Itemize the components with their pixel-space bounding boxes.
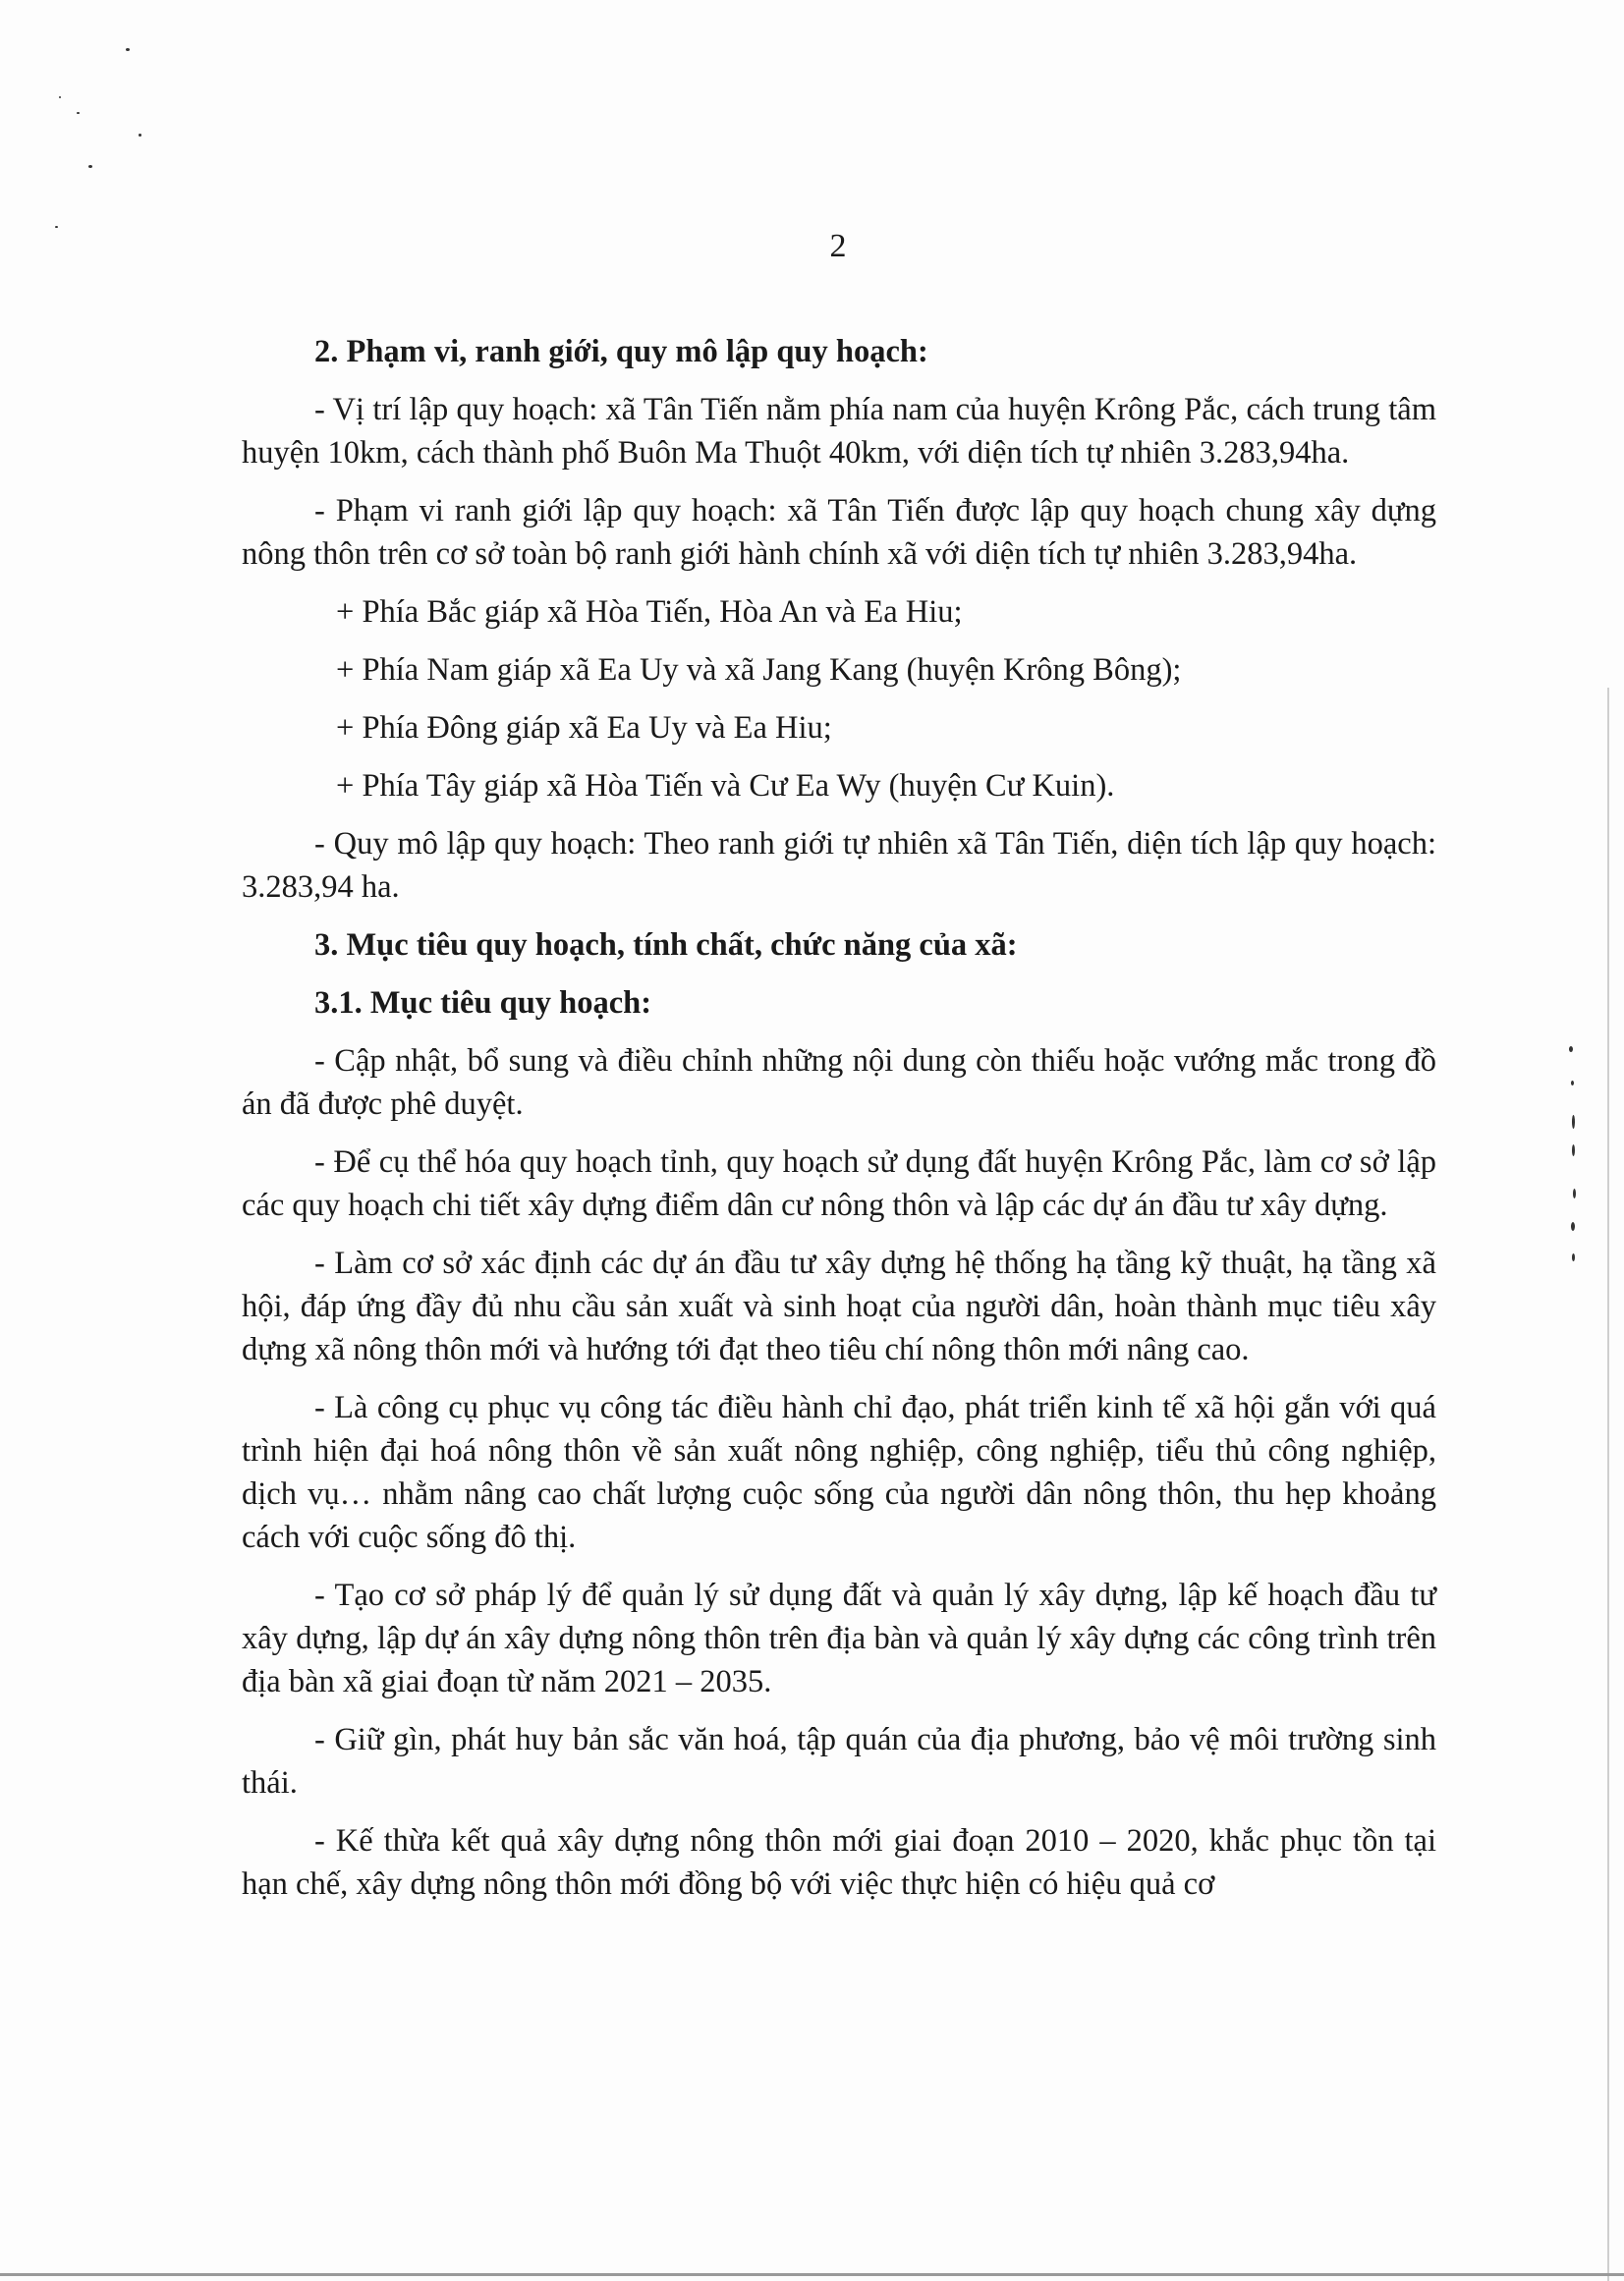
paragraph-objective-2: - Để cụ thể hóa quy hoạch tỉnh, quy hoạch sử dụng đất huyện Krông Pắc, làm cơ sở lập các quy hoạch chi tiết xây dựng điểm dân cư nông thôn và lập các dự án đầu tư xây dựng. [242, 1144, 1436, 1223]
paragraph-objective-7: - Kế thừa kết quả xây dựng nông thôn mới giai đoạn 2010 – 2020, khắc phục tồn tại hạn chế, xây dựng nông thôn mới đồng bộ với việc thực hiện có hiệu quả cơ [242, 1823, 1436, 1902]
scan-speck [1572, 1115, 1575, 1129]
subsection-heading-objectives: 3.1. Mục tiêu quy hoạch: [314, 985, 652, 1021]
paragraph-objective-3: - Làm cơ sở xác định các dự án đầu tư xây dựng hệ thống hạ tầng kỹ thuật, hạ tầng xã hội, đáp ứng đầy đủ nhu cầu sản xuất và sinh hoạt của người dân, hoàn thành mục tiêu xây dựng xã nông thôn mới và hướng tới đạt theo tiêu chí nông thôn mới nâng cao. [242, 1246, 1436, 1367]
paragraph-boundary: - Phạm vi ranh giới lập quy hoạch: xã Tân Tiến được lập quy hoạch chung xây dựng nông thôn trên cơ sở toàn bộ ranh giới hành chính xã với diện tích tự nhiên 3.283,94ha. [242, 493, 1436, 572]
scan-speck [59, 96, 61, 98]
scan-speck [1571, 1081, 1574, 1085]
list-item-east: + Phía Đông giáp xã Ea Uy và Ea Hiu; [336, 710, 832, 746]
scan-speck [1571, 1222, 1575, 1231]
paragraph-location: - Vị trí lập quy hoạch: xã Tân Tiến nằm phía nam của huyện Krông Pắc, cách trung tâm huyện 10km, cách thành phố Buôn Ma Thuột 40km, với diện tích tự nhiên 3.283,94ha. [242, 392, 1436, 471]
paragraph-objective-5: - Tạo cơ sở pháp lý để quản lý sử dụng đất và quản lý xây dựng, lập kế hoạch đầu tư xây dựng, lập dự án xây dựng nông thôn trên địa bàn và quản lý xây dựng các công trình trên địa bàn xã giai đoạn từ năm 2021 – 2035. [242, 1578, 1436, 1699]
scan-edge-bottom [0, 2273, 1624, 2276]
paragraph-objective-4: - Là công cụ phục vụ công tác điều hành chỉ đạo, phát triển kinh tế xã hội gắn với quá trình hiện đại hoá nông thôn về sản xuất nông nghiệp, công nghiệp, tiểu thủ công nghiệp, dịch vụ… nhằm nâng cao chất lượng cuộc sống của người dân nông thôn, thu hẹp khoảng cách với cuộc sống đô thị. [242, 1390, 1436, 1555]
scan-edge-right [1607, 688, 1609, 2281]
scan-speck [88, 165, 92, 168]
scan-speck [126, 48, 130, 51]
page-number: 2 [829, 228, 847, 264]
paragraph-scale: - Quy mô lập quy hoạch: Theo ranh giới tự nhiên xã Tân Tiến, diện tích lập quy hoạch: 3.283,94 ha. [242, 826, 1436, 905]
paragraph-objective-1: - Cập nhật, bổ sung và điều chỉnh những nội dung còn thiếu hoặc vướng mắc trong đồ án đã được phê duyệt. [242, 1043, 1436, 1122]
scan-speck [1569, 1046, 1573, 1052]
scan-speck [139, 134, 141, 137]
list-item-west: + Phía Tây giáp xã Hòa Tiến và Cư Ea Wy (huyện Cư Kuin). [336, 768, 1115, 804]
scan-speck [1573, 1189, 1576, 1198]
scan-speck [1572, 1253, 1575, 1261]
list-item-south: + Phía Nam giáp xã Ea Uy và xã Jang Kang (huyện Krông Bông); [336, 652, 1182, 688]
section-heading-objectives: 3. Mục tiêu quy hoạch, tính chất, chức năng của xã: [314, 927, 1018, 963]
section-heading-scope: 2. Phạm vi, ranh giới, quy mô lập quy hoạch: [314, 334, 928, 369]
list-item-north: + Phía Bắc giáp xã Hòa Tiến, Hòa An và Ea Hiu; [336, 594, 963, 630]
scan-speck [1572, 1144, 1575, 1156]
paragraph-objective-6: - Giữ gìn, phát huy bản sắc văn hoá, tập quán của địa phương, bảo vệ môi trường sinh thái. [242, 1722, 1436, 1801]
scan-speck [77, 112, 80, 114]
document-body [242, 330, 1436, 1906]
